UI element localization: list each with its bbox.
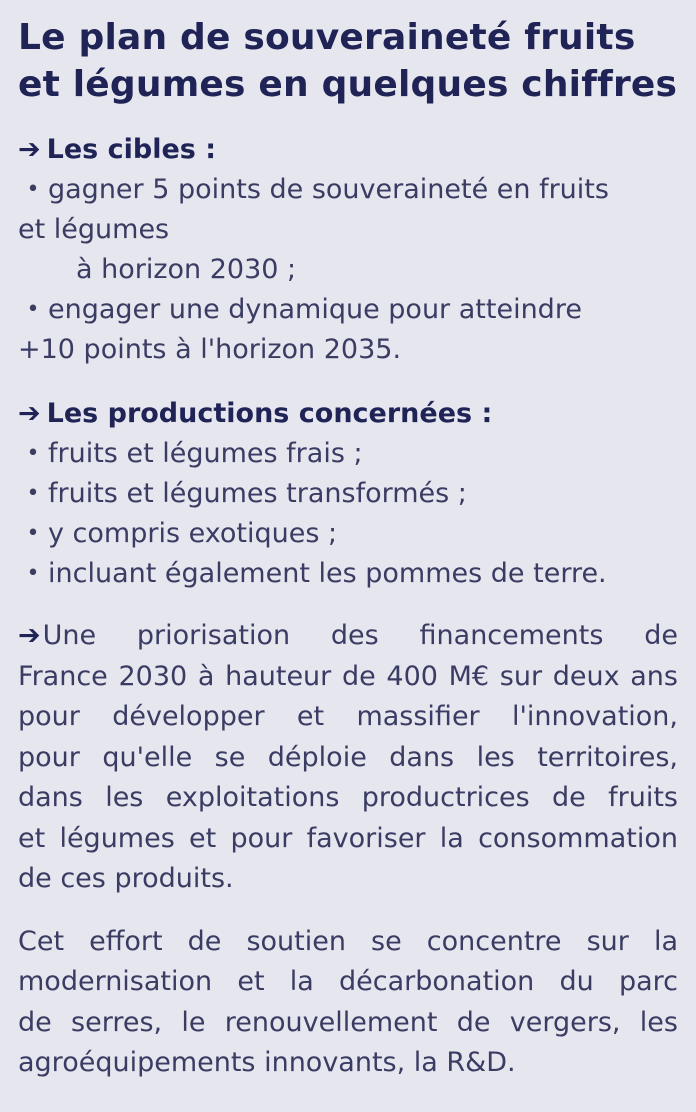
list-item-line: gagner 5 points de souveraineté en fruits <box>48 174 609 205</box>
arrow-icon: ➔ <box>18 134 41 165</box>
section-heading-productions <box>18 394 678 434</box>
list-item-line: engager une dynamique pour atteindre <box>48 294 582 325</box>
paragraph-line: modernisation et la décarbonation du parc <box>18 966 678 997</box>
bullet-icon: • <box>26 561 40 586</box>
list-item-text: incluant également les pommes de terre. <box>48 558 607 589</box>
title-line-2: et légumes en quelques chiffres <box>18 64 678 105</box>
list-item <box>18 290 678 370</box>
paragraph-line: de ces produits. <box>18 863 234 894</box>
paragraph-line <box>18 616 678 657</box>
arrow-icon: ➔ <box>18 620 41 651</box>
list-item-text: fruits et légumes transformés ; <box>48 478 467 509</box>
section-effort <box>18 922 678 1084</box>
bullet-icon: • <box>26 177 40 202</box>
paragraph-line: dans les exploitations productrices de fruits <box>18 782 678 813</box>
cibles-list <box>18 170 678 370</box>
paragraph-line-text: Une priorisation des financements de <box>42 620 678 651</box>
list-item <box>18 554 678 594</box>
list-item-line: +10 points à l'horizon 2035. <box>18 334 402 365</box>
section-heading-text: Les cibles : <box>46 134 217 165</box>
paragraph-effort <box>18 922 678 1084</box>
list-item-text: y compris exotiques ; <box>48 518 338 549</box>
bullet-icon: • <box>26 297 40 322</box>
bullet-icon: • <box>26 441 40 466</box>
paragraph-priorisation <box>18 616 678 900</box>
paragraph-line: de serres, le renouvellement de vergers, les <box>18 1006 678 1038</box>
productions-list <box>18 434 678 594</box>
paragraph-line: France 2030 à hauteur de 400 M€ sur deux ans <box>18 660 678 692</box>
list-item-line: à horizon 2030 ; <box>76 254 297 285</box>
paragraph-line: Cet effort de soutien se concentre sur la <box>18 925 678 957</box>
list-item <box>18 434 678 474</box>
paragraph-line: pour développer et massifier l'innovation, <box>18 701 678 732</box>
page-title <box>18 14 678 108</box>
bullet-icon: • <box>26 481 40 506</box>
list-item-text: fruits et légumes frais ; <box>48 438 363 469</box>
section-cibles <box>18 130 678 370</box>
list-item <box>18 170 678 290</box>
paragraph-line: agroéquipements innovants, la R&D. <box>18 1047 516 1078</box>
list-item <box>18 514 678 554</box>
list-item-line: et légumes <box>18 214 170 245</box>
section-productions <box>18 394 678 594</box>
section-priorisation <box>18 616 678 900</box>
section-heading-cibles <box>18 130 678 170</box>
paragraph-line: pour qu'elle se déploie dans les territoires, <box>18 741 678 773</box>
title-line-1: Le plan de souveraineté fruits <box>18 17 636 58</box>
paragraph-line: et légumes et pour favoriser la consommation <box>18 822 678 854</box>
bullet-icon: • <box>26 521 40 546</box>
section-heading-text: Les productions concernées : <box>46 398 493 429</box>
arrow-icon: ➔ <box>18 398 41 429</box>
list-item <box>18 474 678 514</box>
